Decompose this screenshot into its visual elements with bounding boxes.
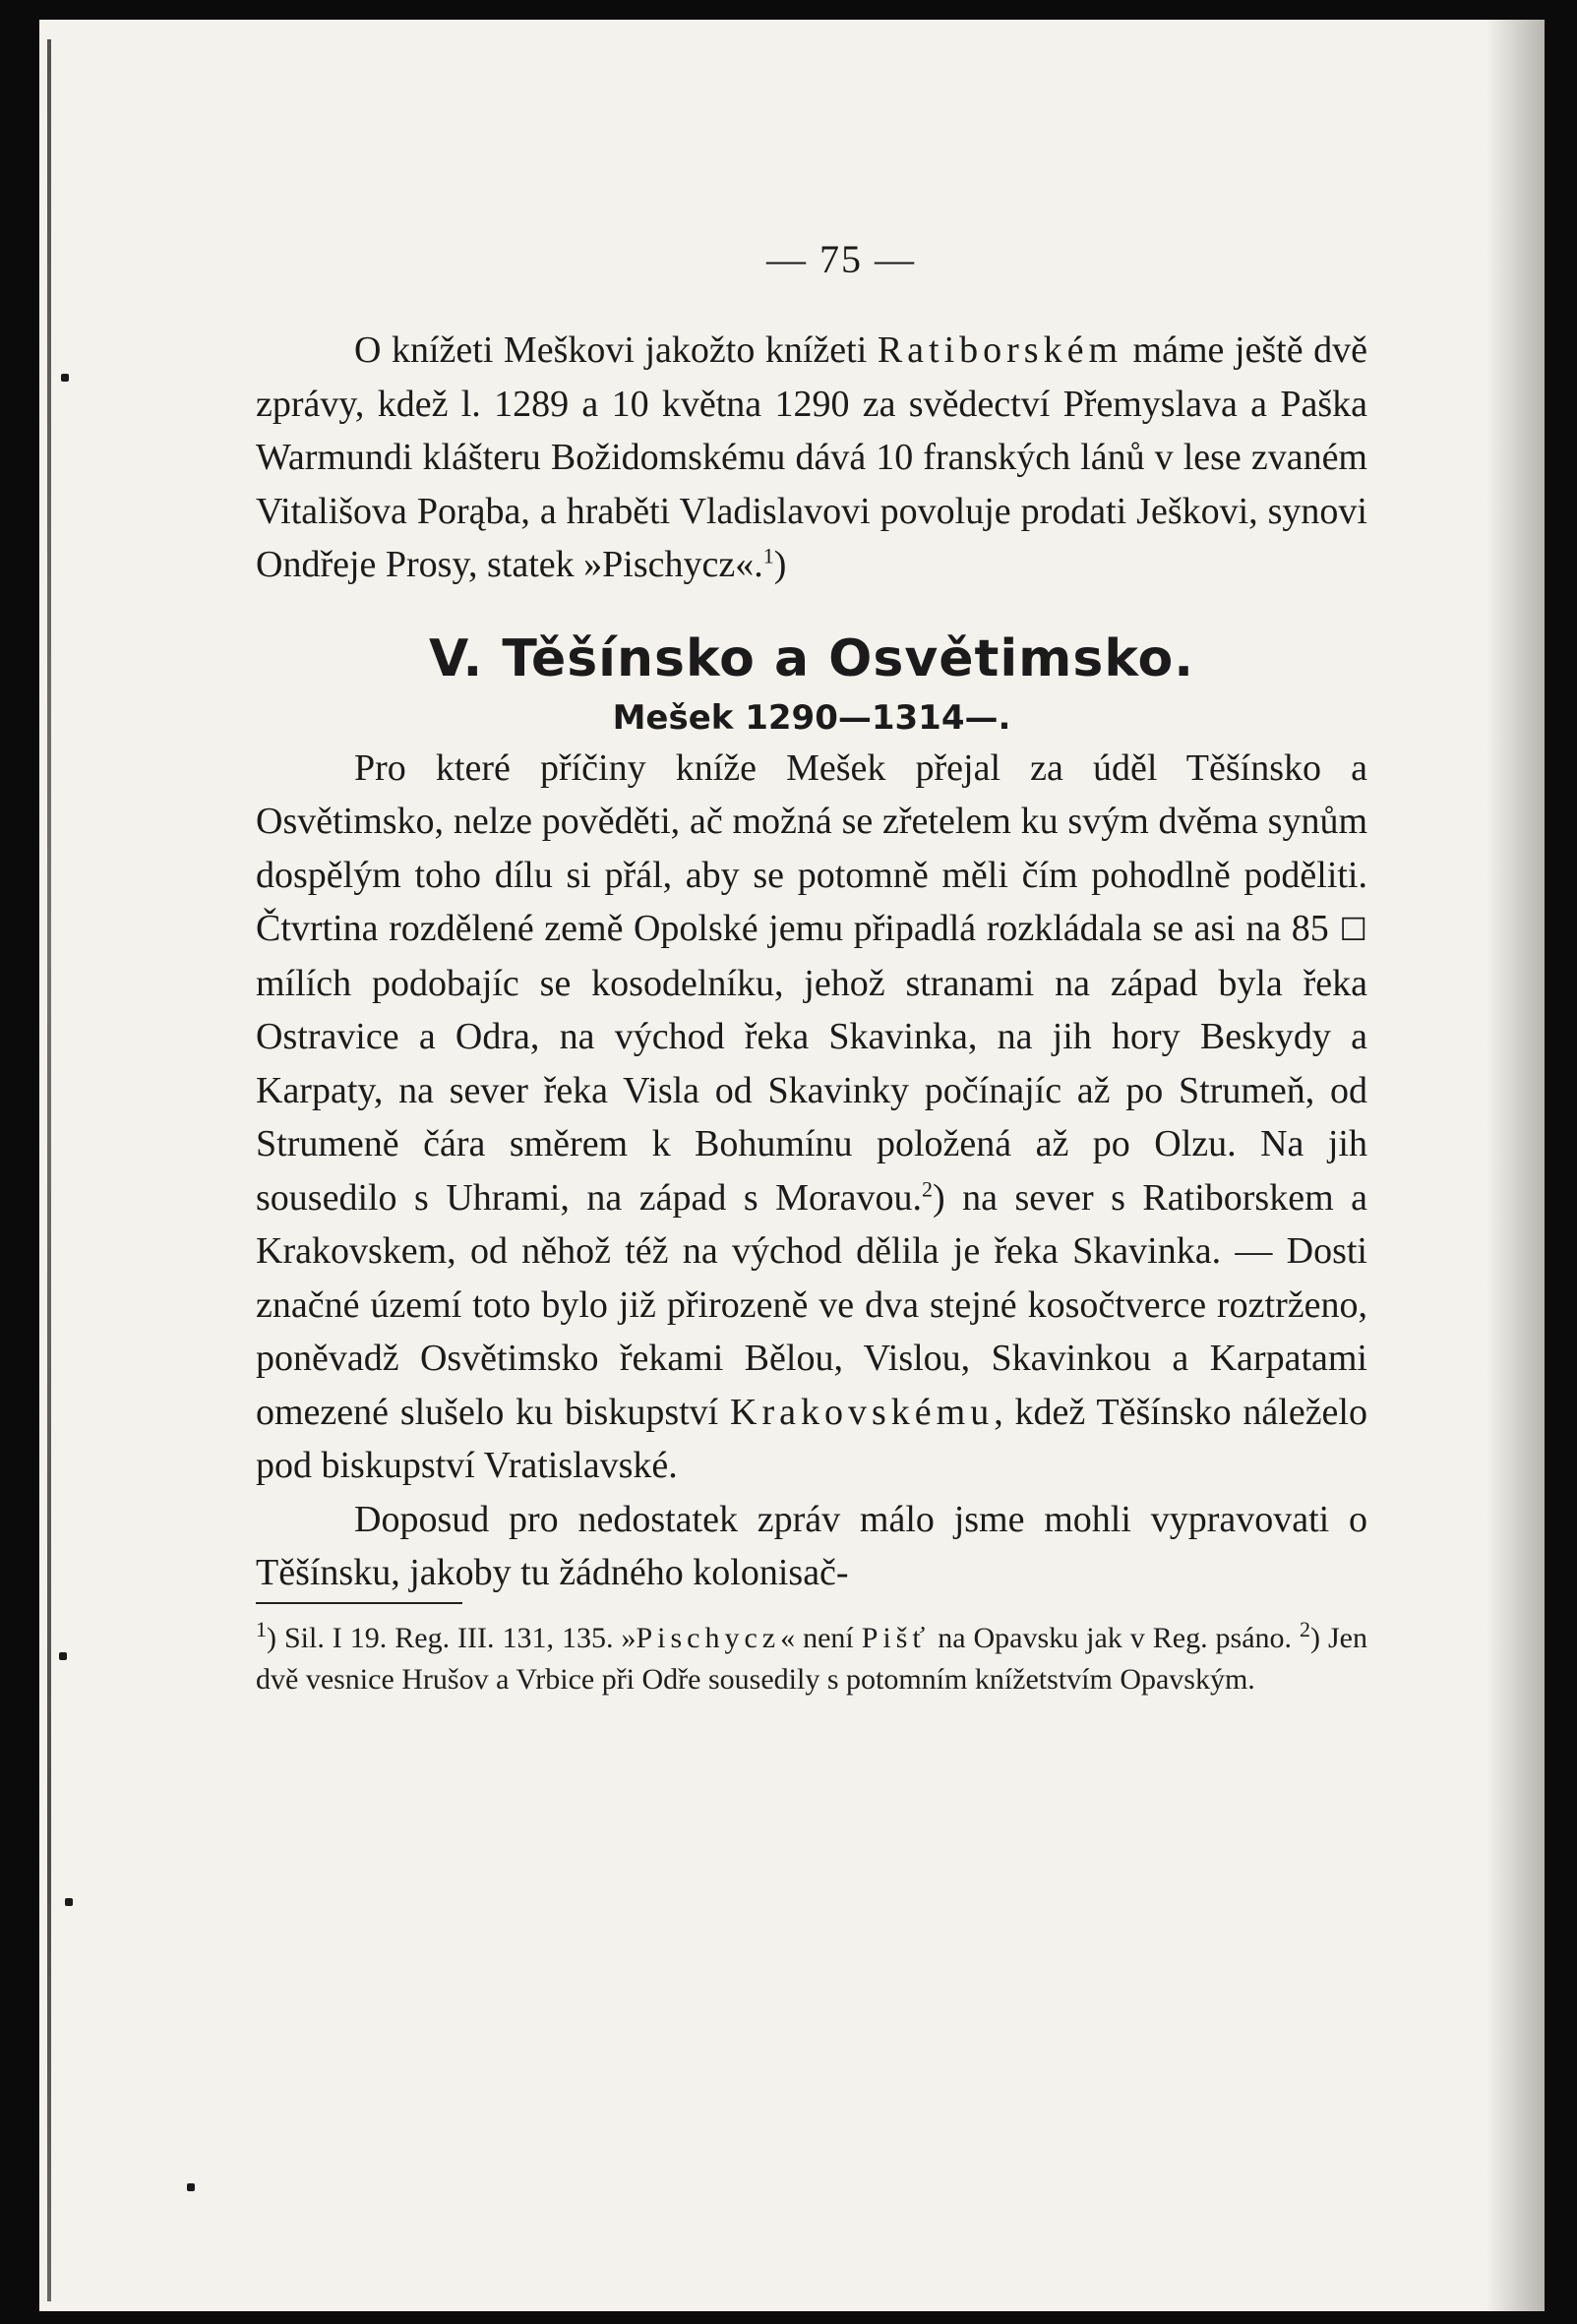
chapter-subtitle: Mešek 1290—1314—. xyxy=(612,697,1011,738)
intro-text-before: O knížeti Meškovi jakožto knížeti xyxy=(354,329,878,371)
square-mile-symbol: ☐ xyxy=(1339,911,1367,948)
spaced-word: Ratiborském xyxy=(877,329,1123,371)
body-paragraph-2: Doposud pro nedostatek zpráv málo jsme mohli vypravovati o Těšínsku, jakoby tu žádného kolonisač- xyxy=(256,1498,1367,1593)
book-page xyxy=(39,20,1545,2311)
body-text: , kdež Těšínsko náleželo pod biskupství Vratislavské. xyxy=(256,1391,1367,1486)
spaced-word: Krakovskému xyxy=(730,1391,995,1433)
spaced-word: Pischycz xyxy=(636,1621,781,1654)
intro-closing: ) xyxy=(773,544,787,585)
body-text: mílích podobajíc se kosodelníku, jehož stranami na západ byla řeka Ostravice a Odra, na východ řeka Skavinka, na jih hory Beskydy a Karpaty, na sever řeka Visla od Skavinky počínajíc až po Strumeň, od Strumeně čára směrem k Bohumínu položená až po Olzu. Na jih sousedilo s Uhrami, na západ s Moravou. xyxy=(256,962,1367,1219)
page-gutter xyxy=(47,39,51,2301)
footnote-mark: 1 xyxy=(256,1616,267,1641)
chapter-title: V. Těšínsko a Osvětimsko. xyxy=(429,628,1194,688)
margin-mark xyxy=(65,1898,73,1906)
footnote-text: « není xyxy=(780,1621,862,1654)
footnotes xyxy=(256,1618,1367,1700)
footnote-text: ) Sil. I 19. Reg. III. 131, 135. » xyxy=(267,1621,637,1654)
margin-mark xyxy=(59,1652,67,1660)
footnote-text: na Opavsku jak v Reg. psáno. xyxy=(930,1621,1301,1654)
body-text: Pro které příčiny kníže Mešek přejal za úděl Těšínsko a Osvětimsko, nelze pověděti, ač možná se zřetelem ku svým dvěma synům dospělým toho dílu si přál, aby se potomně měli čím pohodlně poděliti. Čtvrtina rozdělené země Opolské jemu připadlá rozkládala se asi na 85 xyxy=(256,746,1367,949)
margin-mark xyxy=(187,2183,195,2191)
footnote-ref: 2 xyxy=(921,1175,933,1201)
footnote-mark: 2 xyxy=(1300,1616,1311,1641)
body-paragraph-1 xyxy=(256,742,1367,1493)
intro-paragraph xyxy=(256,324,1367,592)
footnote-rule xyxy=(256,1602,462,1604)
page-number: — 75 — xyxy=(766,237,916,281)
footnote-text: ) Jen dvě vesnice Hrušov a Vrbice při Odře sousedily s potomním knížetstvím Opavským. xyxy=(256,1621,1367,1696)
page-content xyxy=(256,236,1367,1700)
body-text: ) na sever s Ratiborskem a Krakovskem, od něhož též na východ dělila je řeka Skavinka. — Dosti značné území toto bylo již přirozeně ve dva stejné kosočtverce roztrženo, poněvadž Osvětimsko řekami Bělou, Vislou, Skavinkou a Karpatami omezené slušelo ku biskupství xyxy=(256,1176,1367,1433)
intro-text-after: máme ještě dvě zprávy, kdež l. 1289 a 10 května 1290 za svědectví Přemyslava a Paška Warmundi klášteru Božidomskému dává 10 franských lánů v lese zvaném Vitališova Porąba, a hraběti Vladislavovi povoluje prodati Ješkovi, synovi Ondřeje Prosy, statek »Pischycz«. xyxy=(256,329,1367,585)
spaced-word: Pišť xyxy=(861,1621,931,1654)
footnote-ref: 1 xyxy=(762,543,774,568)
page-edge-shadow xyxy=(1486,20,1545,2311)
margin-mark xyxy=(61,374,69,382)
